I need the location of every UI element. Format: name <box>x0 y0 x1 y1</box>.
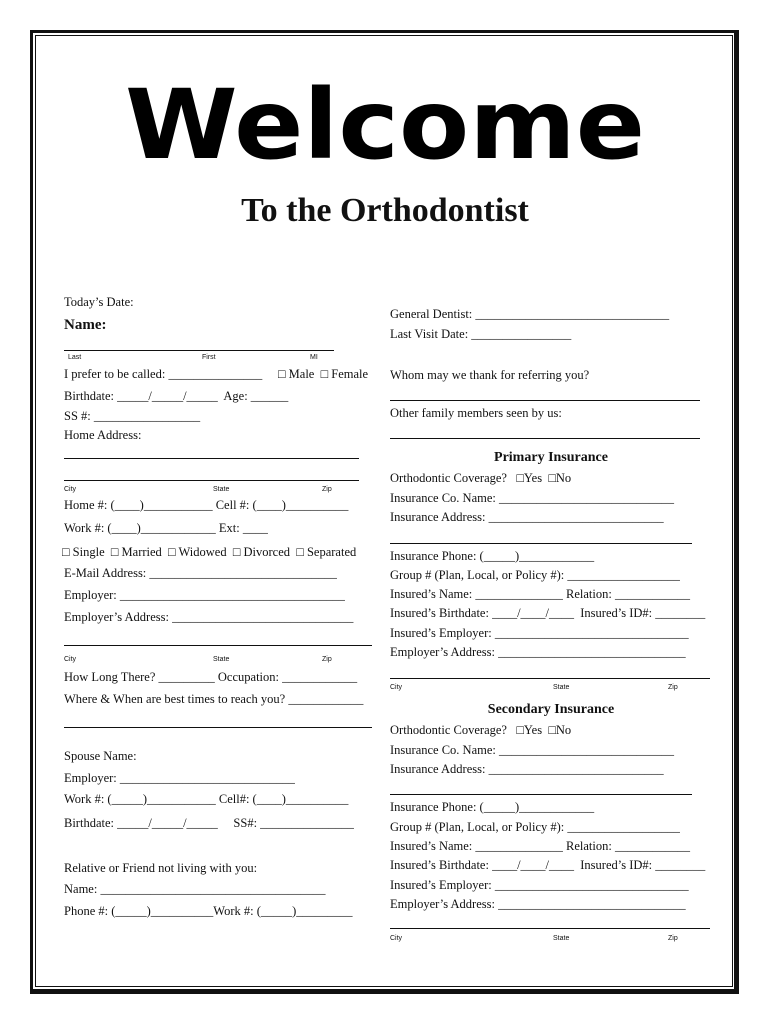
home-cell-phone-field[interactable]: Home #: (____)___________ Cell #: (____)__________ <box>64 498 349 512</box>
how-long-occupation-field[interactable]: How Long There? _________ Occupation: ____________ <box>64 670 358 684</box>
secondary-address-field[interactable]: Insurance Address: ____________________________ <box>390 762 664 776</box>
home-state-caption: State <box>213 486 230 493</box>
marital-status-checkboxes[interactable]: □ Single □ Married □ Widowed □ Divorced □ Separated <box>62 545 357 559</box>
secondary-insured-name-field[interactable]: Insured’s Name: ______________ Relation: ____________ <box>390 839 690 853</box>
employer-address-line-2[interactable] <box>64 645 372 646</box>
welcome-banner <box>0 50 770 180</box>
primary-zip-caption: Zip <box>668 684 678 691</box>
primary-insurance-heading: Primary Insurance <box>494 450 608 465</box>
gender-checkboxes[interactable]: □ Male □ Female <box>278 367 369 381</box>
primary-state-caption: State <box>553 684 570 691</box>
secondary-insurance-heading: Secondary Insurance <box>487 702 615 717</box>
primary-phone-field[interactable]: Insurance Phone: (_____)____________ <box>390 549 595 563</box>
primary-employer-address-field[interactable]: Employer’s Address: ______________________________ <box>390 645 686 659</box>
spouse-birthdate-ss-field[interactable]: Birthdate: _____/_____/_____ SS#: _______________ <box>64 816 354 830</box>
family-members-label: Other family members seen by us: <box>390 406 562 420</box>
primary-insured-name-field[interactable]: Insured’s Name: ______________ Relation: ____________ <box>390 587 690 601</box>
email-field[interactable]: E-Mail Address: ______________________________ <box>64 566 337 580</box>
best-times-line-2[interactable] <box>64 727 372 728</box>
birthdate-age-field[interactable]: Birthdate: _____/_____/_____ Age: ______ <box>64 389 289 403</box>
general-dentist-field[interactable]: General Dentist: _______________________________ <box>390 307 670 321</box>
employer-city-caption: City <box>64 656 77 663</box>
primary-city-caption: City <box>390 684 403 691</box>
secondary-group-field[interactable]: Group # (Plan, Local, or Policy #): __________________ <box>390 820 680 834</box>
secondary-zip-caption: Zip <box>668 935 678 942</box>
employer-state-caption: State <box>213 656 230 663</box>
primary-insured-birthdate-field[interactable]: Insured’s Birthdate: ____/____/____ Insured’s ID#: ________ <box>390 606 706 620</box>
secondary-insured-birthdate-field[interactable]: Insured’s Birthdate: ____/____/____ Insured’s ID#: ________ <box>390 858 706 872</box>
spouse-phone-field[interactable]: Work #: (_____)___________ Cell#: (____)__________ <box>64 792 349 806</box>
secondary-employer-address-line-2[interactable] <box>390 928 710 929</box>
relative-name-field[interactable]: Name: ____________________________________ <box>64 882 326 896</box>
relative-phone-field[interactable]: Phone #: (_____)__________Work #: (_____)_________ <box>64 904 353 918</box>
primary-employer-address-line-2[interactable] <box>390 678 710 679</box>
secondary-state-caption: State <box>553 935 570 942</box>
home-address-line-1[interactable] <box>64 458 359 459</box>
home-address-line-2[interactable] <box>64 480 359 481</box>
primary-group-field[interactable]: Group # (Plan, Local, or Policy #): __________________ <box>390 568 680 582</box>
referral-label: Whom may we thank for referring you? <box>390 368 590 382</box>
family-members-line[interactable] <box>390 438 700 439</box>
primary-address-line-2[interactable] <box>390 543 692 544</box>
home-city-caption: City <box>64 486 77 493</box>
work-phone-field[interactable]: Work #: (____)____________ Ext: ____ <box>64 521 268 535</box>
name-mi-caption: MI <box>310 354 318 361</box>
welcome-title: Welcome <box>125 69 645 180</box>
employer-address-field[interactable]: Employer’s Address: _____________________________ <box>64 610 354 624</box>
secondary-coverage-checkboxes[interactable]: Orthodontic Coverage? □Yes □No <box>390 723 572 737</box>
secondary-co-name-field[interactable]: Insurance Co. Name: ____________________________ <box>390 743 674 757</box>
home-address-label: Home Address: <box>64 428 142 442</box>
referral-line[interactable] <box>390 400 700 401</box>
relative-heading: Relative or Friend not living with you: <box>64 861 258 875</box>
secondary-city-caption: City <box>390 935 403 942</box>
secondary-address-line-2[interactable] <box>390 794 692 795</box>
todays-date-field[interactable]: Today’s Date: <box>64 295 134 309</box>
primary-address-field[interactable]: Insurance Address: ____________________________ <box>390 510 664 524</box>
primary-insured-employer-field[interactable]: Insured’s Employer: _______________________________ <box>390 626 689 640</box>
best-times-field[interactable]: Where & When are best times to reach you? ____________ <box>64 692 364 706</box>
employer-field[interactable]: Employer: ____________________________________ <box>64 588 345 602</box>
name-last-caption: Last <box>68 354 82 361</box>
ss-field[interactable]: SS #: _________________ <box>64 409 201 423</box>
preferred-name-field[interactable]: I prefer to be called: _______________ <box>64 367 263 381</box>
page-subtitle: To the Orthodontist <box>241 192 529 229</box>
spouse-name-label[interactable]: Spouse Name: <box>64 749 137 763</box>
name-line[interactable] <box>64 350 334 351</box>
spouse-employer-field[interactable]: Employer: ____________________________ <box>64 771 295 785</box>
home-zip-caption: Zip <box>322 486 332 493</box>
secondary-employer-address-field[interactable]: Employer’s Address: ______________________________ <box>390 897 686 911</box>
secondary-insured-employer-field[interactable]: Insured’s Employer: _______________________________ <box>390 878 689 892</box>
primary-coverage-checkboxes[interactable]: Orthodontic Coverage? □Yes □No <box>390 471 572 485</box>
primary-co-name-field[interactable]: Insurance Co. Name: ____________________________ <box>390 491 674 505</box>
secondary-phone-field[interactable]: Insurance Phone: (_____)____________ <box>390 800 595 814</box>
name-label: Name: <box>64 317 107 333</box>
name-first-caption: First <box>202 354 216 361</box>
employer-zip-caption: Zip <box>322 656 332 663</box>
last-visit-field[interactable]: Last Visit Date: ________________ <box>390 327 572 341</box>
